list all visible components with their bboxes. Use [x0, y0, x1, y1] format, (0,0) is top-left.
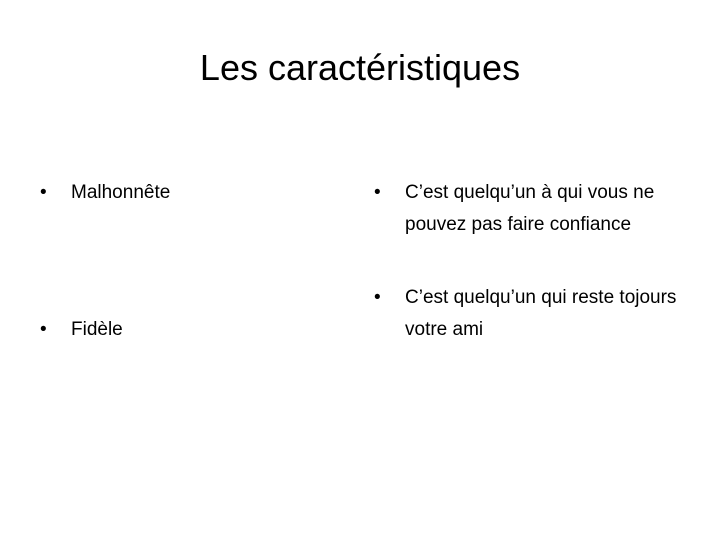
list-item-fidele: [40, 314, 290, 346]
bullet-icon: •: [40, 182, 47, 203]
list-item-definition-malhonnete: [374, 177, 684, 241]
right-column-list: [374, 177, 684, 346]
bullet-icon: •: [374, 182, 381, 203]
bullet-icon: •: [40, 319, 47, 340]
list-item-label: C’est quelqu’un à qui vous ne pouvez pas faire confiance: [405, 182, 655, 235]
list-item-label: Malhonnête: [71, 182, 171, 203]
list-item-malhonnete: [40, 177, 290, 209]
list-item-definition-fidele: [374, 282, 684, 346]
list-item-label: Fidèle: [71, 319, 123, 340]
bullet-icon: •: [374, 287, 381, 308]
left-column-list: [40, 177, 290, 346]
slide-title: Les caractéristiques: [199, 47, 521, 88]
list-item-label: C’est quelqu’un qui reste tojours votre ami: [405, 287, 677, 340]
